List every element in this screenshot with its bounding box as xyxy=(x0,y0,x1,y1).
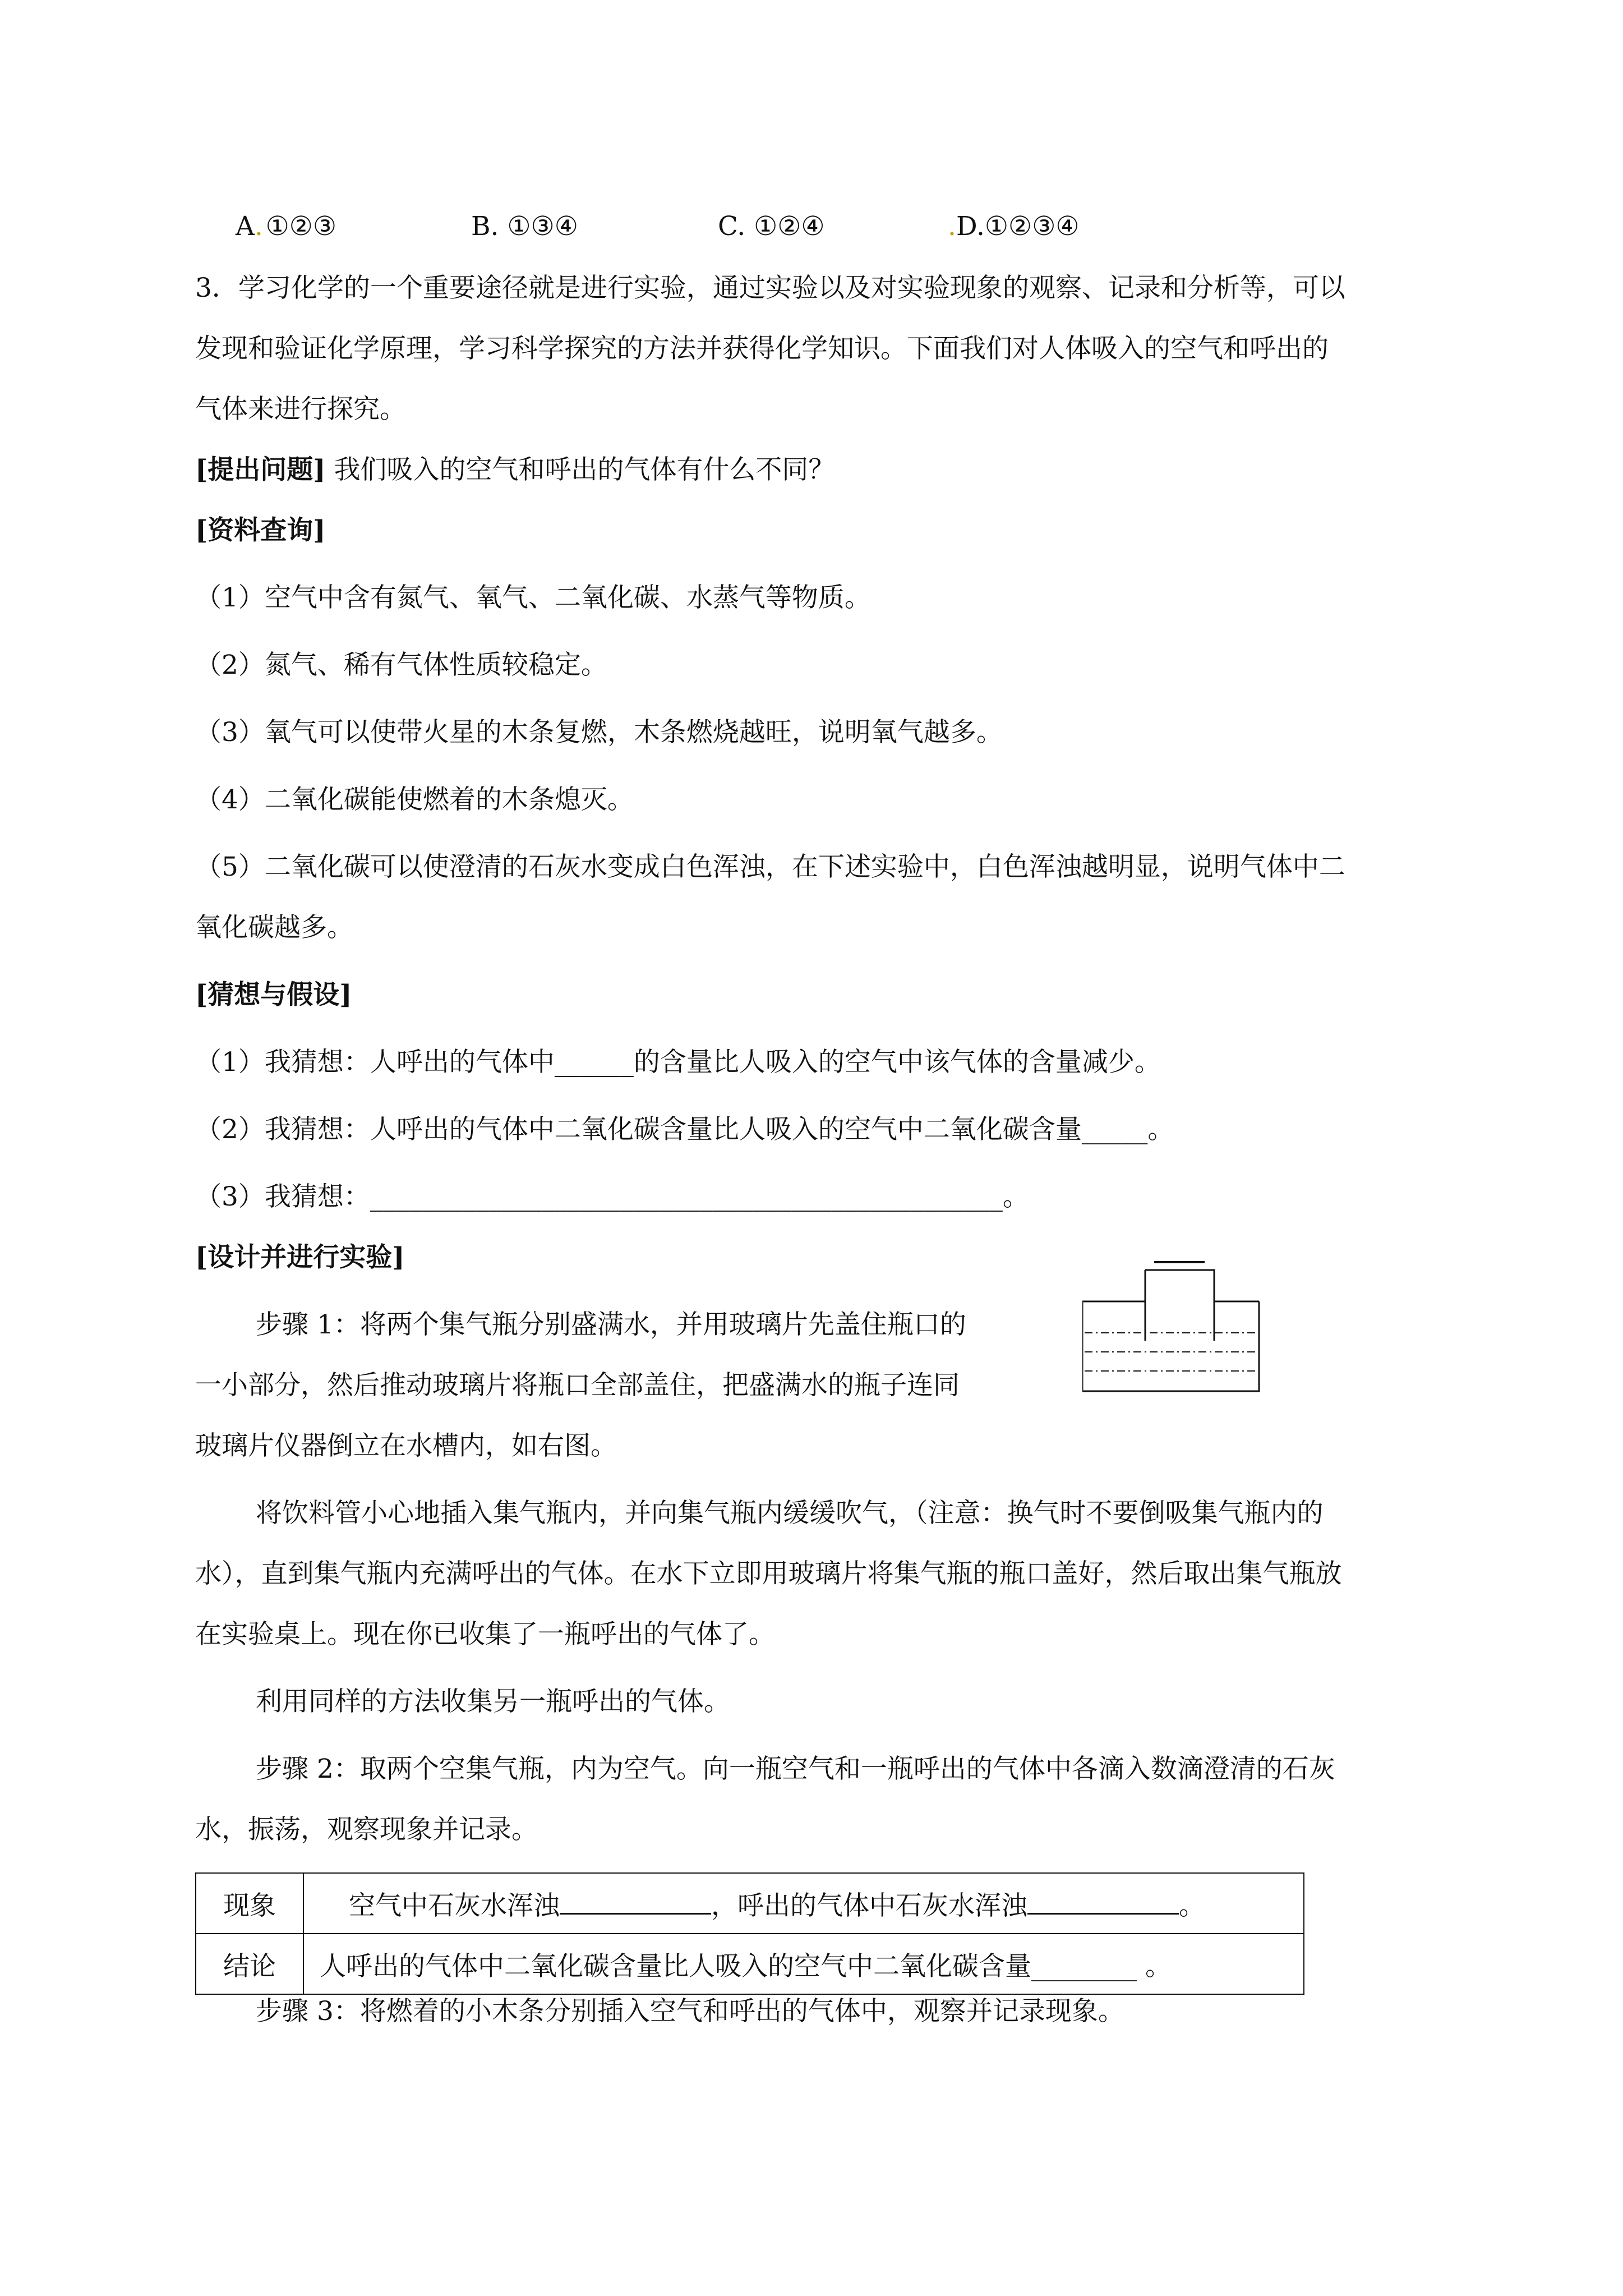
hypothesis-2: （2）我猜想：人呼出的气体中二氧化碳含量比人吸入的空气中二氧化碳含量_____。 xyxy=(195,1114,1174,1145)
table-row xyxy=(196,1873,1304,1934)
option-a: A. ①②③ xyxy=(236,211,336,242)
info-item-2: （2）氮气、稀有气体性质较稳定。 xyxy=(195,650,607,680)
table-row xyxy=(196,1934,1304,1994)
info-item-1: （1）空气中含有氮气、氧气、二氧化碳、水蒸气等物质。 xyxy=(195,582,871,613)
step1-line-1: 步骤 1：将两个集气瓶分别盛满水，并用玻璃片先盖住瓶口的 xyxy=(256,1309,966,1340)
experiment-heading: [设计并进行实验] xyxy=(195,1242,405,1273)
gas-bottle-right xyxy=(1145,1270,1214,1341)
step3-line: 步骤 3：将燃着的小木条分别插入空气和呼出的气体中，观察并记录现象。 xyxy=(256,1996,1124,2027)
option-d-dot: . xyxy=(948,211,956,242)
option-c: C. ①②④ xyxy=(718,211,825,242)
option-b: B. ①③④ xyxy=(471,211,578,242)
observation-table xyxy=(195,1872,1304,1995)
water-trough xyxy=(1082,1301,1259,1391)
step2-line-2: 水，振荡，观察现象并记录。 xyxy=(195,1814,538,1845)
conclusion-label: 结论 xyxy=(196,1934,303,1994)
step1-line-2: 一小部分，然后推动玻璃片将瓶口全部盖住，把盛满水的瓶子连同 xyxy=(195,1370,960,1401)
question-heading: [提出问题] xyxy=(195,454,326,485)
info-item-5-cont: 氧化碳越多。 xyxy=(195,912,353,943)
info-item-3: （3）氧气可以使带火星的木条复燃，木条燃烧越旺，说明氧气越多。 xyxy=(195,717,1003,748)
gas-collection-figure xyxy=(1082,1257,1267,1408)
question-section xyxy=(195,453,834,487)
phenomenon-cell: 空气中石灰水浑浊 ，呼出的气体中石灰水浑浊 。 xyxy=(303,1873,1304,1934)
q3-intro-line-2: 发现和验证化学原理，学习科学探究的方法并获得化学知识。下面我们对人体吸入的空气和呼出的 xyxy=(195,333,1329,364)
blank-exhaled[interactable] xyxy=(1027,1888,1179,1915)
hypothesis-1: （1）我猜想：人呼出的气体中______的含量比人吸入的空气中该气体的含量减少。 xyxy=(195,1047,1161,1078)
phenomenon-label: 现象 xyxy=(196,1873,303,1934)
blank-air[interactable] xyxy=(560,1888,711,1915)
q3-intro-line-3: 气体来进行探究。 xyxy=(195,394,406,425)
option-d: .D.①②③④ xyxy=(948,211,1080,242)
info-item-5: （5）二氧化碳可以使澄清的石灰水变成白色浑浊，在下述实验中，白色浑浊越明显，说明气体中二 xyxy=(195,852,1345,882)
repeat-line: 利用同样的方法收集另一瓶呼出的气体。 xyxy=(256,1686,730,1717)
hypothesis-3: （3）我猜想：________________________________________________。 xyxy=(195,1181,1029,1212)
step2-line-1: 步骤 2：取两个空集气瓶，内为空气。向一瓶空气和一瓶呼出的气体中各滴入数滴澄清的石灰 xyxy=(256,1754,1335,1784)
step1-line-3: 玻璃片仪器倒立在水槽内，如右图。 xyxy=(195,1430,617,1461)
blow-line-2: 水），直到集气瓶内充满呼出的气体。在水下立即用玻璃片将集气瓶的瓶口盖好，然后取出集气瓶放 xyxy=(195,1558,1342,1589)
blow-line-3: 在实验桌上。现在你已收集了一瓶呼出的气体了。 xyxy=(195,1619,775,1650)
q3-intro-line-1: 3．学习化学的一个重要途径就是进行实验，通过实验以及对实验现象的观察、记录和分析等，可以 xyxy=(195,273,1345,303)
question-text: 我们吸入的空气和呼出的气体有什么不同？ xyxy=(334,454,835,485)
option-a-dot: . xyxy=(254,211,263,242)
hypothesis-heading: [猜想与假设] xyxy=(195,979,352,1010)
blow-line-1: 将饮料管小心地插入集气瓶内，并向集气瓶内缓缓吹气，（注意：换气时不要倒吸集气瓶内的 xyxy=(256,1498,1324,1529)
info-item-4: （4）二氧化碳能使燃着的木条熄灭。 xyxy=(195,784,634,815)
info-heading: [资料查询] xyxy=(195,515,326,546)
conclusion-cell: 人呼出的气体中二氧化碳含量比人吸入的空气中二氧化碳含量________ 。 xyxy=(303,1934,1304,1994)
option-d-sep: . xyxy=(976,211,985,242)
